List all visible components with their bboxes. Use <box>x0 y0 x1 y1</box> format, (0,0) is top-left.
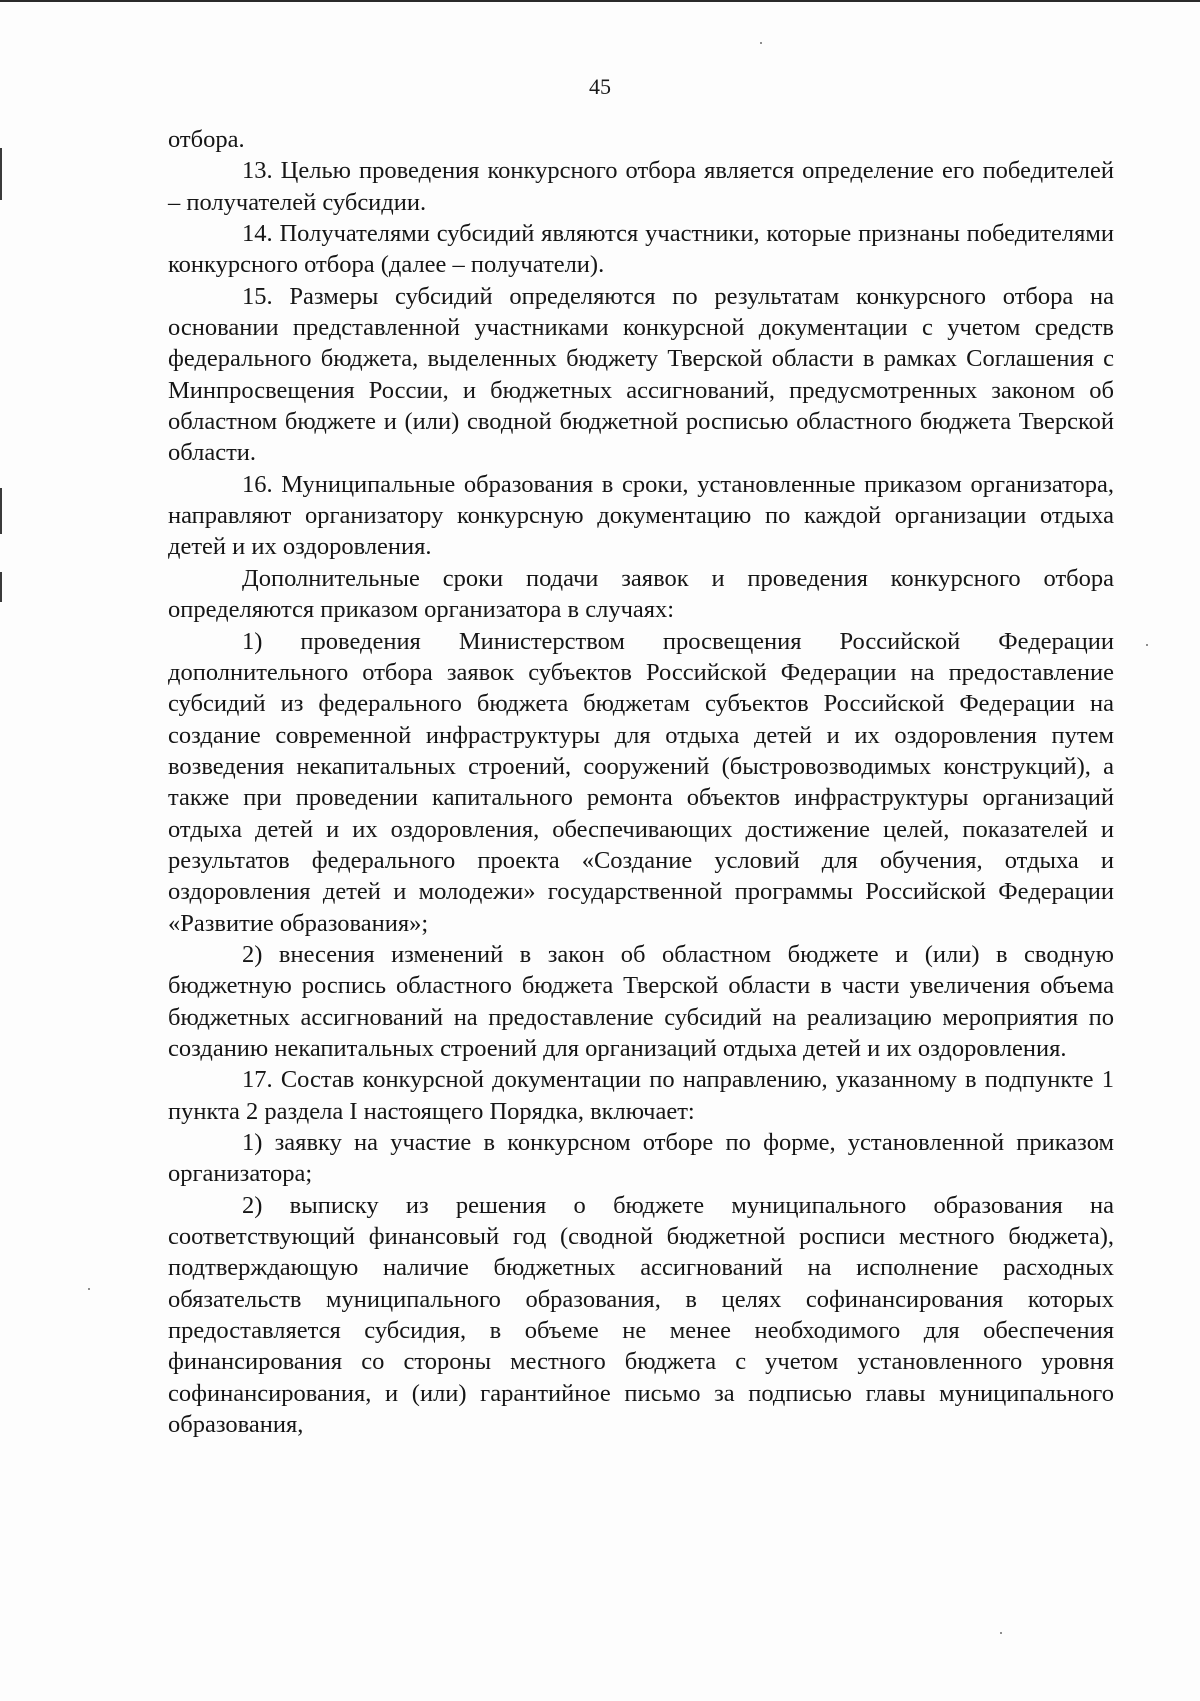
scan-speck <box>88 1288 90 1290</box>
paragraph: 17. Состав конкурсной документации по направлению, указанному в подпункте 1 пункта 2 раздела I настоящего Порядка, включает: <box>168 1066 1114 1125</box>
scan-left-edge-mark <box>0 572 2 602</box>
paragraph: 14. Получателями субсидий являются участники, которые признаны победителями конкурсного отбора (далее – получатели). <box>168 220 1114 279</box>
scan-left-edge-mark <box>0 148 2 200</box>
paragraph: Дополнительные сроки подачи заявок и проведения конкурсного отбора определяются приказом организатора в случаях: <box>168 564 1114 624</box>
paragraph: 16. Муниципальные образования в сроки, установленные приказом организатора, направляют организатору конкурсную документацию по каждой организации отдыха детей и их оздоровления. <box>168 470 1114 561</box>
scan-top-edge <box>0 0 1200 2</box>
paragraph: 2) внесения изменений в закон об областном бюджете и (или) в сводную бюджетную роспись областного бюджета Тверской области в части увеличения объема бюджетных ассигнований на предоставление субсидий на реализацию мероприятия по созданию некапитальных строений для организаций отдыха детей и их оздоровления. <box>168 940 1114 1062</box>
paragraph: 1) проведения Министерством просвещения Российской Федерации дополнительного отбора заявок субъектов Российской Федерации на предоставление субсидий из федерального бюджета бюджетам субъектов Российской Федерации на создание современной инфраструктуры для отдыха детей и их оздоровления путем возведения некапитальных строений, сооружений (быстровозводимых конструкций), а также при проведении капитального ремонта объектов инфраструктуры организаций отдыха детей и их оздоровления, обеспечивающих достижение целей, показателей и результатов федерального проекта «Создание условий для обучения, отдыха и оздоровления детей и молодежи» государственной программы Российской Федерации «Развитие образования»; <box>168 627 1114 937</box>
scan-speck <box>1146 644 1148 646</box>
paragraph: 2) выписку из решения о бюджете муниципального образования на соответствующий финансовый год (сводной бюджетной росписи местного бюджета), подтверждающую наличие бюджетных ассигнований на исполнение расходных обязательств муниципального образования, в целях софинансирования которых предоставляется субсидия, в объеме не менее необходимого для обеспечения финансирования со стороны местного бюджета с учетом установленного уровня софинансирования, и (или) гарантийное письмо за подписью главы муниципального образования, <box>168 1191 1114 1439</box>
scan-speck <box>760 42 762 44</box>
paragraph: 15. Размеры субсидий определяются по результатам конкурсного отбора на основании представленной участниками конкурсной документации с учетом средств федерального бюджета, выделенных бюджету Тверской области в рамках Соглашения с Минпросвещения России, и бюджетных ассигнований, предусмотренных законом об областном бюджете и (или) сводной бюджетной росписью областного бюджета Тверской области. <box>168 282 1114 467</box>
paragraph: 1) заявку на участие в конкурсном отборе по форме, установленной приказом организатора; <box>168 1129 1114 1188</box>
scan-speck <box>1000 1632 1002 1634</box>
scan-left-edge-mark <box>0 488 2 534</box>
page-number: 45 <box>589 74 611 99</box>
paragraph: отбора. <box>168 126 245 153</box>
document-body <box>168 124 1114 1440</box>
paragraph: 13. Целью проведения конкурсного отбора является определение его победителей – получателей субсидии. <box>168 157 1114 216</box>
